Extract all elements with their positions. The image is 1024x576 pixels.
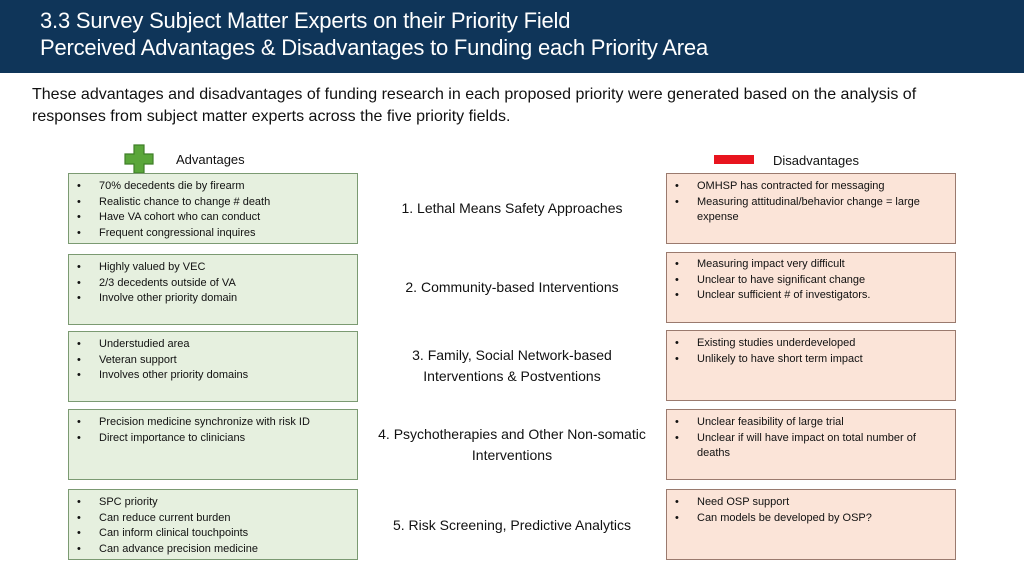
- advantage-item: • Understudied area: [69, 337, 357, 353]
- disadvantage-item: • OMHSP has contracted for messaging: [667, 179, 949, 195]
- slide-header: [0, 0, 1024, 73]
- disadvantages-box-5: [666, 489, 956, 560]
- priority-label-3: 3. Family, Social Network-based Interventions & Postventions: [412, 347, 612, 384]
- disadvantage-item: • Existing studies underdeveloped: [667, 336, 949, 352]
- advantages-box-2: [68, 254, 358, 325]
- priority-label-5: 5. Risk Screening, Predictive Analytics: [392, 517, 632, 533]
- advantage-item: • Realistic chance to change # death: [69, 195, 357, 211]
- disadvantage-item: • Unclear if will have impact on total number of deaths: [667, 431, 949, 462]
- advantage-item: • 70% decedents die by firearm: [69, 179, 357, 195]
- disadvantage-item: • Unlikely to have short term impact: [667, 352, 949, 368]
- advantage-item: • Frequent congressional inquires: [69, 226, 357, 242]
- advantage-item: • Involves other priority domains: [69, 368, 357, 384]
- advantage-item: • Highly valued by VEC: [69, 260, 357, 276]
- priority-label-2: 2. Community-based Interventions: [405, 279, 619, 295]
- advantage-item: • SPC priority: [69, 495, 357, 511]
- slide-title-line-2: Perceived Advantages & Disadvantages to Funding each Priority Area: [40, 35, 708, 60]
- advantages-legend-label: Advantages: [176, 152, 245, 167]
- advantage-item: • Direct importance to clinicians: [69, 431, 357, 447]
- disadvantage-item: • Measuring impact very difficult: [667, 257, 949, 273]
- disadvantages-legend-label: Disadvantages: [773, 153, 859, 168]
- advantage-item: • Veteran support: [69, 353, 357, 369]
- advantage-item: • 2/3 decedents outside of VA: [69, 276, 357, 292]
- slide-title-line-1: 3.3 Survey Subject Matter Experts on their Priority Field: [40, 8, 571, 33]
- advantage-item: • Involve other priority domain: [69, 291, 357, 307]
- disadvantage-item: • Unclear sufficient # of investigators.: [667, 288, 949, 304]
- advantages-box-3: [68, 331, 358, 402]
- plus-icon: [124, 144, 154, 174]
- advantage-item: • Can advance precision medicine: [69, 542, 357, 558]
- advantages-box-4: [68, 409, 358, 480]
- priority-label-4: 4. Psychotherapies and Other Non-somatic Interventions: [378, 426, 646, 463]
- advantages-box-5: [68, 489, 358, 560]
- advantage-item: • Precision medicine synchronize with risk ID: [69, 415, 357, 431]
- advantage-item: • Can reduce current burden: [69, 511, 357, 527]
- intro-paragraph: These advantages and disadvantages of funding research in each proposed priority were generated based on the analysis of responses from subject matter experts across the five priority fields.: [32, 86, 917, 125]
- disadvantage-item: • Unclear feasibility of large trial: [667, 415, 949, 431]
- disadvantages-box-2: [666, 252, 956, 323]
- disadvantage-item: • Measuring attitudinal/behavior change = large expense: [667, 195, 949, 226]
- advantage-item: • Have VA cohort who can conduct: [69, 210, 357, 226]
- minus-icon: [714, 155, 754, 164]
- disadvantage-item: • Unclear to have significant change: [667, 273, 949, 289]
- disadvantage-item: • Need OSP support: [667, 495, 949, 511]
- advantage-item: • Can inform clinical touchpoints: [69, 526, 357, 542]
- disadvantages-box-3: [666, 330, 956, 401]
- disadvantages-box-4: [666, 409, 956, 480]
- disadvantage-item: • Can models be developed by OSP?: [667, 511, 949, 527]
- priority-label-1: 1. Lethal Means Safety Approaches: [401, 200, 623, 216]
- advantages-box-1: [68, 173, 358, 244]
- disadvantages-box-1: [666, 173, 956, 244]
